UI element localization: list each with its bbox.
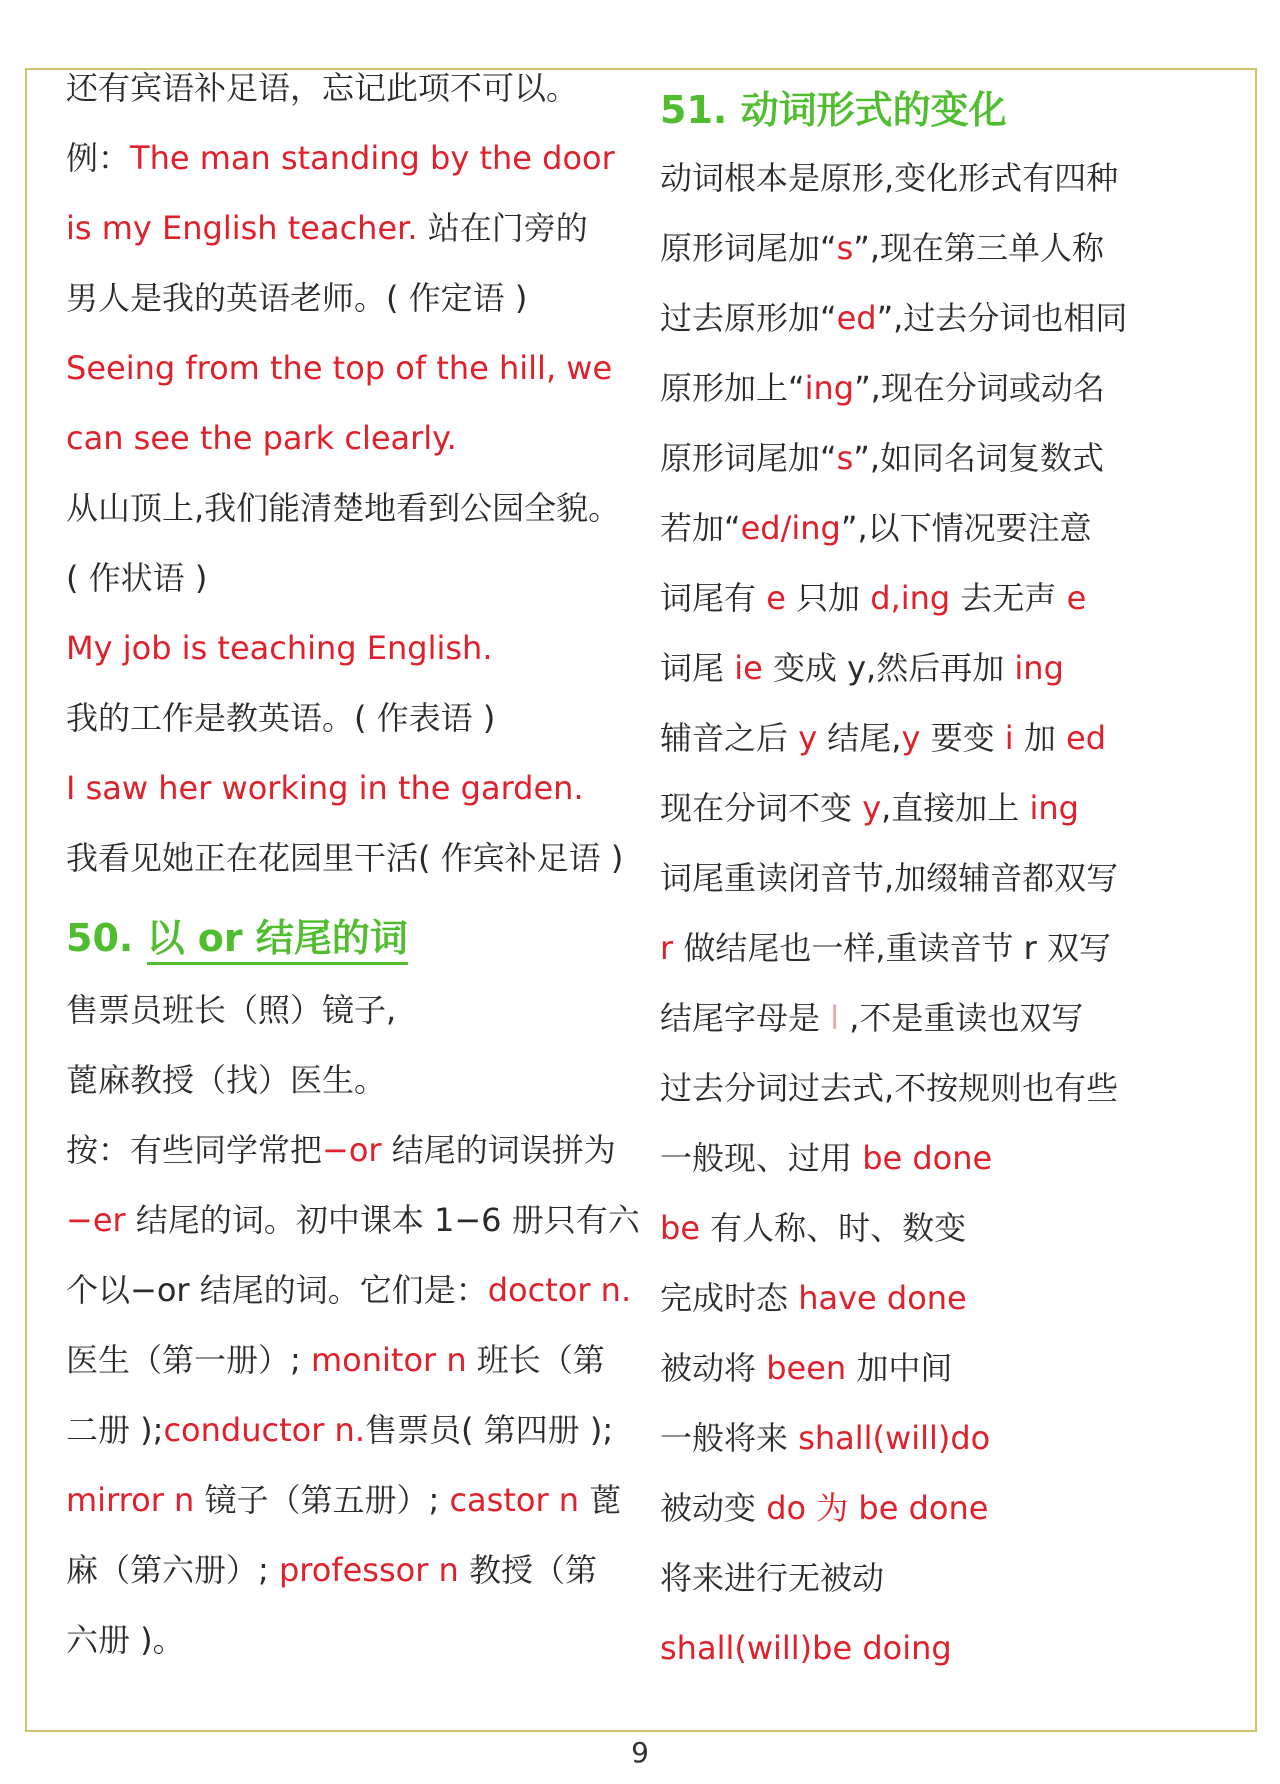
rule-line-1: 动词根本是原形,变化形式有四种 xyxy=(660,159,1119,197)
example-1-english-a: The man standing by the door xyxy=(130,139,615,177)
note-text: 班长（第 xyxy=(466,1341,605,1379)
example-1-line-2 xyxy=(66,208,636,278)
rule-line-3 xyxy=(660,298,1240,368)
rule-line-7 xyxy=(660,578,1240,648)
note-text: 结尾的词。初中课本 1−6 册只有六 xyxy=(125,1201,640,1239)
note-text: 医生（第一册）; xyxy=(66,1341,311,1379)
word-doctor: doctor n. xyxy=(487,1271,632,1309)
note-text: 二册 ); xyxy=(66,1411,164,1449)
intro-line: 还有宾语补足语，忘记此项不可以。 xyxy=(66,69,579,107)
rule-line-6 xyxy=(660,508,1240,578)
page-number: 9 xyxy=(631,1736,649,1769)
note-text: 结尾的词误拼为 xyxy=(381,1131,616,1169)
example-prefix: 例： xyxy=(66,139,131,177)
rule-text: ”,如同名词复数式 xyxy=(853,439,1105,477)
rule-highlight: ing xyxy=(804,369,855,407)
rule-text: 若加“ xyxy=(660,509,741,547)
rule-text: 原形词尾加“ xyxy=(660,229,837,267)
rule-highlight: ed xyxy=(1066,719,1107,757)
note-line-6 xyxy=(66,1480,636,1550)
section-50-number: 50. xyxy=(66,916,134,960)
rule-highlight: ing xyxy=(1014,649,1064,687)
rule-highlight: shall(will)do xyxy=(798,1419,991,1457)
example-3-chinese: 我的工作是教英语。( 作表语 ) xyxy=(66,699,496,737)
mnemonic-line-1: 售票员班长（照）镜子, xyxy=(66,991,397,1029)
rule-highlight: e xyxy=(766,579,786,617)
note-suffix-er: −er xyxy=(66,1201,126,1239)
note-text: 个以−or 结尾的词。它们是： xyxy=(66,1271,488,1309)
rule-highlight: ing xyxy=(1029,789,1079,827)
note-line-7 xyxy=(66,1550,636,1620)
rule-line-19 xyxy=(660,1418,1240,1488)
rule-line-4 xyxy=(660,368,1240,438)
rule-highlight: ed xyxy=(836,299,877,337)
rule-highlight: d,ing xyxy=(870,579,951,617)
note-text: 售票员( 第四册 ); xyxy=(365,1411,614,1449)
example-1-line-1 xyxy=(66,138,636,208)
rule-highlight: y xyxy=(901,719,921,757)
rule-text: ,不是重读也双写 xyxy=(839,999,1084,1037)
rule-text: 加 xyxy=(1013,719,1067,757)
rule-text: 一般将来 xyxy=(660,1419,799,1457)
rule-line-21: 将来进行无被动 xyxy=(660,1559,885,1597)
rule-text: 做结尾也一样,重读音节 r 双写 xyxy=(673,929,1112,967)
rule-text: 一般现、过用 xyxy=(660,1139,863,1177)
left-column xyxy=(66,68,640,1690)
rule-line-13 xyxy=(660,998,1240,1068)
rule-line-11: 词尾重读闭音节,加缀辅音都双写 xyxy=(660,859,1119,897)
rule-text: 完成时态 xyxy=(660,1279,799,1317)
rule-highlight: ie xyxy=(734,649,763,687)
rule-line-2 xyxy=(660,228,1240,298)
rule-line-9 xyxy=(660,718,1240,788)
note-line-4 xyxy=(66,1340,636,1410)
rule-text: 原形加上“ xyxy=(660,369,805,407)
example-2-english-a: Seeing from the top of the hill, we xyxy=(66,349,613,387)
note-text: 教授（第 xyxy=(458,1551,597,1589)
rule-line-5 xyxy=(660,438,1240,508)
example-4-chinese: 我看见她正在花园里干活( 作宾补足语 ) xyxy=(66,839,624,877)
rule-line-14: 过去分词过去式,不按规则也有些 xyxy=(660,1069,1119,1107)
note-text: 按：有些同学常把 xyxy=(66,1131,323,1169)
note-suffix-or: −or xyxy=(322,1131,382,1169)
rule-text: 加中间 xyxy=(846,1349,953,1387)
word-monitor: monitor n xyxy=(310,1341,467,1379)
section-51-heading xyxy=(660,80,1240,150)
section-51-number: 51. xyxy=(660,88,728,132)
rule-text: 词尾有 xyxy=(660,579,767,617)
example-1-english-b: is my English teacher. xyxy=(66,209,418,247)
rule-highlight: y xyxy=(862,789,882,827)
rule-text: ”,过去分词也相同 xyxy=(876,299,1128,337)
note-text: 麻（第六册）; xyxy=(66,1551,279,1589)
example-2-english-b: can see the park clearly. xyxy=(66,419,457,457)
section-51-title: 动词形式的变化 xyxy=(740,88,1007,132)
note-text: 蓖 xyxy=(579,1481,622,1519)
rule-highlight: e xyxy=(1066,579,1087,617)
note-text: 镜子（第五册）; xyxy=(194,1481,450,1519)
rule-text: 词尾 xyxy=(660,649,735,687)
example-4-english: I saw her working in the garden. xyxy=(66,769,584,807)
rule-line-22: shall(will)be doing xyxy=(660,1629,952,1667)
rule-line-17 xyxy=(660,1278,1240,1348)
mnemonic-line-2: 蓖麻教授（找）医生。 xyxy=(66,1061,387,1099)
note-line-8: 六册 )。 xyxy=(66,1621,185,1659)
example-3-english: My job is teaching English. xyxy=(66,629,493,667)
note-line-1 xyxy=(66,1130,636,1200)
word-castor: castor n xyxy=(449,1481,580,1519)
rule-text: 变成 y,然后再加 xyxy=(762,649,1015,687)
rule-highlight: been xyxy=(766,1349,847,1387)
rule-text: ”,现在分词或动名 xyxy=(854,369,1105,407)
rule-text: 辅音之后 xyxy=(660,719,799,757)
rule-text: ”,以下情况要注意 xyxy=(840,509,1092,547)
rule-highlight: l xyxy=(830,999,840,1037)
rule-highlight: be done xyxy=(862,1139,993,1177)
rule-line-18 xyxy=(660,1348,1240,1418)
rule-text: 被动变 xyxy=(660,1489,767,1527)
rule-text: 原形词尾加“ xyxy=(660,439,837,477)
example-1-chinese-b: 男人是我的英语老师。( 作定语 ) xyxy=(66,279,528,317)
example-1-chinese-a: 站在门旁的 xyxy=(427,209,588,247)
rule-text: 有人称、时、数变 xyxy=(700,1209,967,1247)
rule-highlight: s xyxy=(836,229,854,267)
rule-highlight: s xyxy=(836,439,854,477)
rule-text: ,直接加上 xyxy=(881,789,1030,827)
rule-highlight: be xyxy=(660,1209,700,1247)
rule-highlight: y xyxy=(798,719,818,757)
rule-highlight: ed/ing xyxy=(740,509,841,547)
note-line-5 xyxy=(66,1410,636,1480)
rule-line-10 xyxy=(660,788,1240,858)
note-line-2 xyxy=(66,1200,640,1270)
word-conductor: conductor n. xyxy=(163,1411,365,1449)
rule-highlight: do 为 be done xyxy=(766,1489,989,1527)
rule-line-8 xyxy=(660,648,1240,718)
rule-text: 要变 xyxy=(920,719,1005,757)
word-professor: professor n xyxy=(278,1551,459,1589)
rule-text: 被动将 xyxy=(660,1349,767,1387)
rule-highlight: i xyxy=(1004,719,1014,757)
rule-line-16 xyxy=(660,1208,1240,1278)
rule-text: 去无声 xyxy=(950,579,1067,617)
section-50-title: 以 or 结尾的词 xyxy=(147,916,408,965)
rule-text: 只加 xyxy=(785,579,871,617)
rule-text: 结尾字母是 xyxy=(660,999,831,1037)
section-50-heading xyxy=(66,908,636,990)
note-line-3 xyxy=(66,1270,636,1340)
example-2-chinese-a: 从山顶上,我们能清楚地看到公园全貌。 xyxy=(66,489,621,527)
rule-text: 过去原形加“ xyxy=(660,299,837,337)
right-column xyxy=(660,68,1240,1698)
rule-line-12 xyxy=(660,928,1240,998)
example-2-chinese-b: ( 作状语 ) xyxy=(66,559,208,597)
rule-line-20 xyxy=(660,1488,1240,1558)
rule-highlight: have done xyxy=(798,1279,967,1317)
rule-line-15 xyxy=(660,1138,1240,1208)
rule-text: 现在分词不变 xyxy=(660,789,863,827)
word-mirror: mirror n xyxy=(66,1481,195,1519)
rule-text: ”,现在第三单人称 xyxy=(853,229,1105,267)
rule-highlight: r xyxy=(660,929,674,967)
rule-text: 结尾, xyxy=(817,719,902,757)
